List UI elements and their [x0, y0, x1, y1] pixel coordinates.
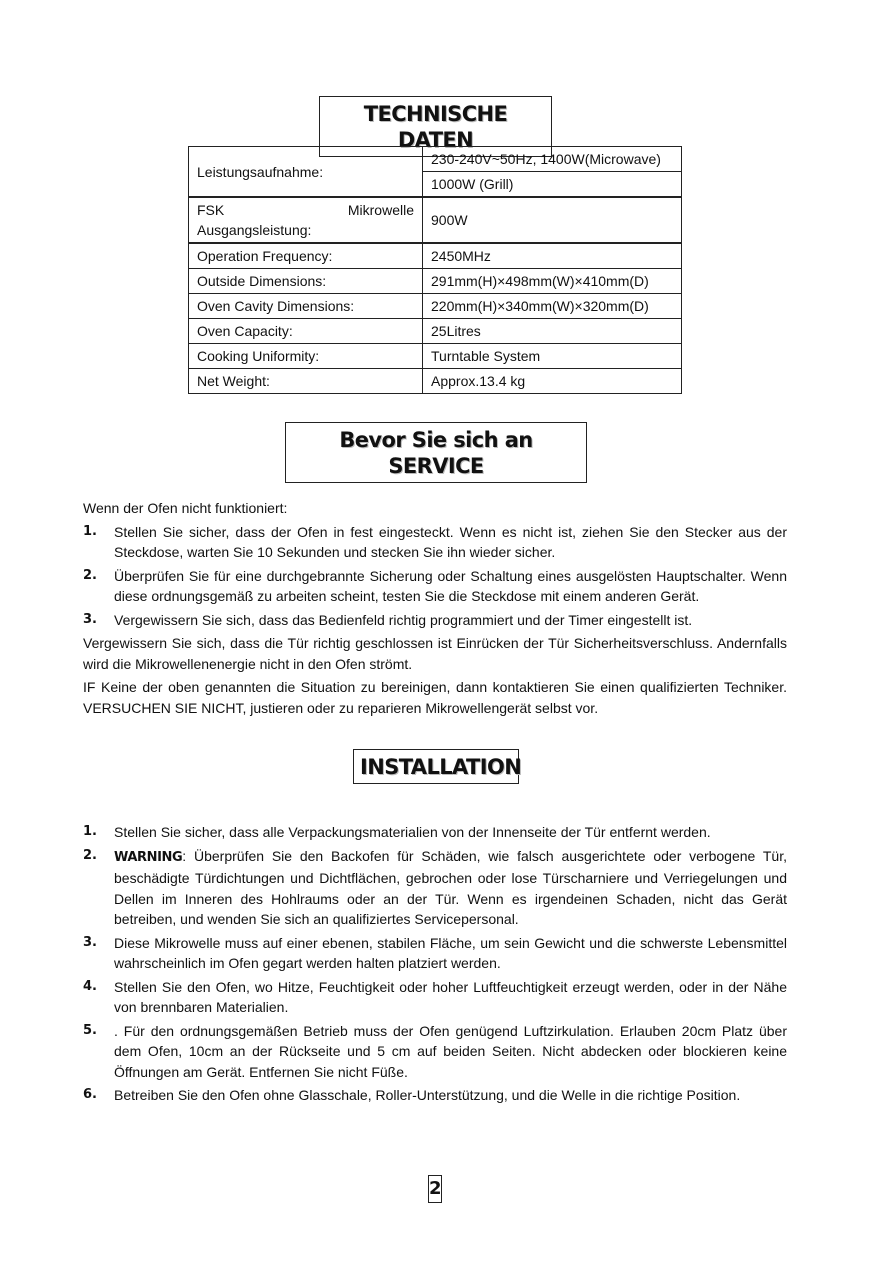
item-text: Stellen Sie sicher, dass alle Verpackungsmaterialien von der Innenseite der Tür entfernt werden. — [114, 824, 711, 840]
tech-data-heading: TECHNISCHE DATEN — [319, 96, 552, 157]
item-number: 3. — [83, 611, 97, 627]
list-item — [83, 610, 787, 631]
spec-label — [189, 197, 423, 243]
fsk-label-b: Mikrowelle — [347, 202, 414, 218]
spec-label: Operation Frequency: — [189, 243, 423, 269]
item-number: 1. — [83, 523, 97, 539]
item-number: 6. — [83, 1087, 97, 1102]
spec-value: Approx.13.4 kg — [423, 369, 682, 394]
item-number: 2. — [83, 847, 97, 863]
list-item — [83, 566, 787, 607]
list-item — [83, 822, 787, 843]
service-heading: Bevor Sie sich an SERVICE — [285, 422, 587, 483]
service-paragraph: IF Keine der oben genannten die Situation zu bereinigen, dann kontaktieren Sie einen qualifizierten Techniker. VERSUCHEN SIE NICHT, justieren oder zu reparieren Mikrowellengerät selbst vor. — [83, 679, 787, 716]
item-text: Stellen Sie sicher, dass der Ofen in fest eingesteckt. Wenn es nicht ist, ziehen Sie den Stecker aus der Steckdose, warten Sie 10 Sekunden und stecken Sie ihn wieder sicher. — [114, 523, 787, 560]
item-text: Diese Mikrowelle muss auf einer ebenen, stabilen Fläche, um sein Gewicht und die schwerste Lebensmittel wahrscheinlich im Ofen gegart werden halten platziert werden. — [114, 934, 787, 971]
spec-value: 220mm(H)×340mm(W)×320mm(D) — [423, 294, 682, 319]
item-text: : Überprüfen Sie den Backofen für Schäden, wie falsch ausgerichtete oder verbogene Tür, beschädigte Türdichtungen und Dichtflächen, gebrochen oder lose Türscharniere und Verriegelungen und Dellen im Inneren des Hohlraums oder an der Tür. Wenn es irgendeinen Schaden, nicht das Gerät betreiben, und wenden Sie sich an qualifiziertes Servicepersonal. — [114, 847, 787, 927]
spec-value: Turntable System — [423, 344, 682, 369]
spec-table — [188, 146, 682, 394]
page-number: 2 — [428, 1175, 442, 1203]
service-section — [83, 498, 787, 721]
item-number: 5. — [83, 1022, 97, 1038]
item-number: 2. — [83, 567, 97, 583]
list-item — [83, 933, 787, 974]
spec-value: 1000W (Grill) — [423, 172, 682, 198]
list-item — [83, 1021, 787, 1083]
list-item — [83, 522, 787, 563]
service-paragraph: Vergewissern Sie sich, dass die Tür richtig geschlossen ist Einrücken der Tür Sicherheitsverschluss. Andernfalls wird die Mikrowellenenergie nicht in den Ofen strömt. — [83, 635, 787, 672]
spec-value: 291mm(H)×498mm(W)×410mm(D) — [423, 269, 682, 294]
item-number: 3. — [83, 934, 97, 950]
fsk-label-c: Ausgangsleistung: — [197, 222, 312, 238]
list-item — [83, 977, 787, 1018]
spec-value: 25Litres — [423, 319, 682, 344]
service-intro: Wenn der Ofen nicht funktioniert: — [83, 500, 288, 516]
list-item — [83, 846, 787, 930]
installation-section — [83, 822, 787, 1109]
spec-value: 900W — [423, 197, 682, 243]
spec-label: Outside Dimensions: — [189, 269, 423, 294]
spec-label: Leistungsaufnahme: — [189, 147, 423, 198]
item-text-container — [114, 846, 787, 930]
spec-label: Oven Cavity Dimensions: — [189, 294, 423, 319]
spec-label: Cooking Uniformity: — [189, 344, 423, 369]
spec-value: 230-240V~50Hz, 1400W(Microwave) — [423, 147, 682, 172]
item-number: 1. — [83, 824, 97, 839]
item-text: Betreiben Sie den Ofen ohne Glasschale, Roller-Unterstützung, und die Welle in die richtige Position. — [114, 1087, 741, 1103]
item-text: . Für den ordnungsgemäßen Betrieb muss der Ofen genügend Luftzirkulation. Erlauben 20cm Platz über dem Ofen, 10cm an der Rückseite und 5 cm auf beiden Seiten. Nicht abdecken oder blockieren keine Öffnungen am Gerät. Entfernen Sie nicht Füße. — [114, 1022, 787, 1080]
fsk-label-a: FSK — [197, 202, 225, 218]
item-text: Überprüfen Sie für eine durchgebrannte Sicherung oder Schaltung eines ausgelösten Hauptschalter. Wenn diese ordnungsgemäß zu arbeiten scheint, testen Sie die Steckdose mit einem anderen Gerät. — [114, 567, 787, 604]
spec-value: 2450MHz — [423, 243, 682, 269]
spec-label: Net Weight: — [189, 369, 423, 394]
warning-label: WARNING — [114, 849, 183, 865]
installation-heading: INSTALLATION — [353, 749, 519, 784]
item-text: Vergewissern Sie sich, dass das Bedienfeld richtig programmiert und der Timer eingestellt ist. — [114, 611, 693, 628]
spec-label: Oven Capacity: — [189, 319, 423, 344]
list-item — [83, 1085, 787, 1106]
item-text: Stellen Sie den Ofen, wo Hitze, Feuchtigkeit oder hoher Luftfeuchtigkeit erzeugt werden, oder in der Nähe von brennbaren Materialien. — [114, 978, 787, 1015]
item-number: 4. — [83, 978, 97, 994]
